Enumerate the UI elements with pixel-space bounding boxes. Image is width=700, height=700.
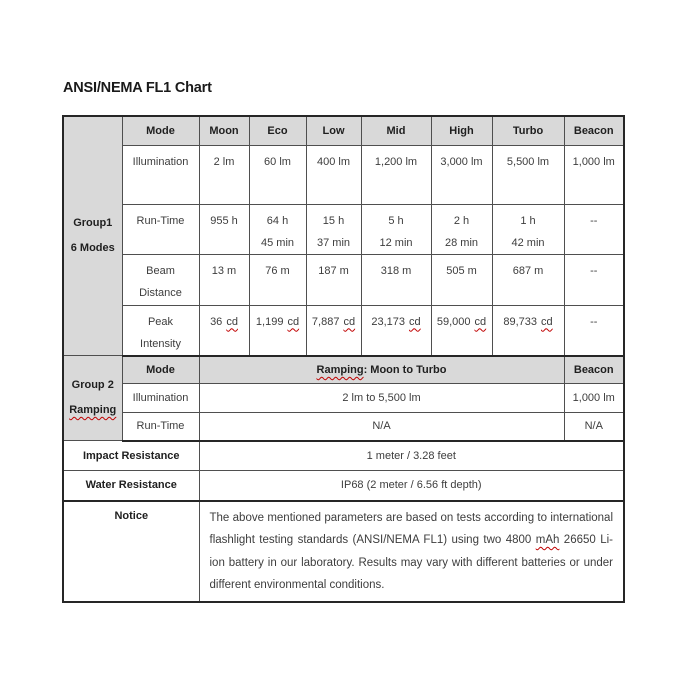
g1-illumination-mid: 1,200 lm [361,145,431,204]
group2-label-cell [63,356,122,441]
g1-illumination-beacon: 1,000 lm [564,145,624,204]
group1-label-cell [63,116,122,356]
header-high: High [431,116,492,145]
g2-mode-label: Mode [122,356,199,384]
g2-runtime-row [63,413,624,441]
g1-peak-mid [361,305,431,356]
g1-peak-row [63,305,624,356]
g1-beam-eco: 76 m [249,254,306,305]
runtime-minutes: 45 min [260,236,295,249]
header-mode: Mode [122,116,199,145]
g1-beam-mid: 318 m [361,254,431,305]
runtime-hours: 5 h [388,214,404,227]
g1-runtime-low [306,204,361,254]
g1-peak-high [431,305,492,356]
g1-illumination-moon: 2 lm [199,145,249,204]
group1-modes-count: 6 Modes [70,242,115,254]
beam-label-line1: Beam [146,264,175,277]
g1-runtime-moon [199,204,249,254]
runtime-minutes: 42 min [511,236,545,249]
runtime-hours: 2 h [453,214,470,227]
group2-name: Group 2 [71,379,114,391]
impact-resistance-label: Impact Resistance [63,441,199,471]
peak-label-line1: Peak [147,315,174,328]
peak-unit: cd [287,315,300,328]
header-moon: Moon [199,116,249,145]
peak-value: 59,000 [436,315,471,328]
g2-runtime-label: Run-Time [122,413,199,441]
g1-peak-eco [249,305,306,356]
g2-illumination-range: 2 lm to 5,500 lm [199,384,564,413]
header-low: Low [306,116,361,145]
peak-value: 1,199 [255,315,284,328]
runtime-hours: -- [590,214,598,227]
g1-illumination-low: 400 lm [306,145,361,204]
peak-value: 36 [210,315,223,328]
g2-runtime-beacon: N/A [564,413,624,441]
g2-runtime-value: N/A [199,413,564,441]
g1-runtime-label: Run-Time [122,204,199,254]
g1-beam-high: 505 m [431,254,492,305]
g1-illumination-label: Illumination [122,145,199,204]
header-turbo: Turbo [492,116,564,145]
g1-peak-turbo [492,305,564,356]
g1-beam-label [122,254,199,305]
water-resistance-row [63,471,624,501]
peak-unit: cd [409,315,421,328]
group2-mode-type: Ramping [69,404,117,416]
peak-value: 89,733 [503,315,538,328]
water-resistance-label: Water Resistance [63,471,199,501]
document-page [62,80,624,603]
peak-unit: cd [474,315,487,328]
g1-illumination-turbo: 5,500 lm [492,145,564,204]
runtime-minutes: 37 min [316,236,351,249]
g2-ramping-range [199,356,564,384]
header-mid: Mid [361,116,431,145]
g2-illumination-label: Illumination [122,384,199,413]
notice-text-part2: 26650 Li-ion battery in our laboratory. Results may vary with different batteries or under different environmental conditions. [209,534,613,592]
notice-text-part1: The above mentioned parameters are based on tests according to international flashlight testing standards (ANSI/NEMA FL1) using two 4800 [209,511,613,547]
peak-value: -- [590,315,598,328]
peak-unit: cd [541,315,553,328]
notice-label: Notice [63,501,199,602]
runtime-hours: 15 h [322,214,345,227]
g1-beam-moon: 13 m [199,254,249,305]
g1-runtime-beacon [564,204,624,254]
page-title: ANSI/NEMA FL1 Chart [63,80,212,96]
g1-runtime-row [63,204,624,254]
beam-label-line2: Distance [139,286,182,299]
header-beacon: Beacon [564,116,624,145]
group1-name: Group1 [73,217,113,229]
runtime-minutes: 12 min [379,236,413,249]
peak-unit: cd [343,315,356,328]
peak-value: 7,887 [311,315,340,328]
g1-beam-low: 187 m [306,254,361,305]
impact-resistance-row [63,441,624,471]
impact-resistance-value: 1 meter / 3.28 feet [199,441,624,471]
header-row [63,116,624,145]
g2-beacon-header: Beacon [564,356,624,384]
ramping-word: Ramping [316,363,364,376]
peak-label-line2: Intensity [140,337,181,350]
ramping-rest: : Moon to Turbo [363,363,447,376]
g2-mode-row [63,356,624,384]
water-resistance-value: IP68 (2 meter / 6.56 ft depth) [199,471,624,501]
g1-illumination-eco: 60 lm [249,145,306,204]
g1-beam-beacon: -- [564,254,624,305]
notice-row [63,501,624,602]
g2-illumination-beacon: 1,000 lm [564,384,624,413]
g1-peak-beacon [564,305,624,356]
runtime-minutes: 28 min [444,236,479,249]
g2-illumination-row [63,384,624,413]
header-eco: Eco [249,116,306,145]
runtime-hours: 64 h [266,214,289,227]
g1-runtime-turbo [492,204,564,254]
fl1-spec-table [62,115,625,603]
peak-value: 23,173 [371,315,406,328]
g1-peak-moon [199,305,249,356]
g1-illumination-high: 3,000 lm [431,145,492,204]
g1-illumination-row [63,145,624,204]
g1-peak-label [122,305,199,356]
runtime-hours: 955 h [210,214,238,227]
runtime-hours: 1 h [520,214,536,227]
g1-beam-turbo: 687 m [492,254,564,305]
g1-runtime-high [431,204,492,254]
peak-unit: cd [226,315,238,328]
g1-runtime-eco [249,204,306,254]
g1-peak-low [306,305,361,356]
g1-beam-row [63,254,624,305]
notice-text [199,501,624,602]
g1-runtime-mid [361,204,431,254]
notice-misspelled-word: mAh [535,534,560,547]
